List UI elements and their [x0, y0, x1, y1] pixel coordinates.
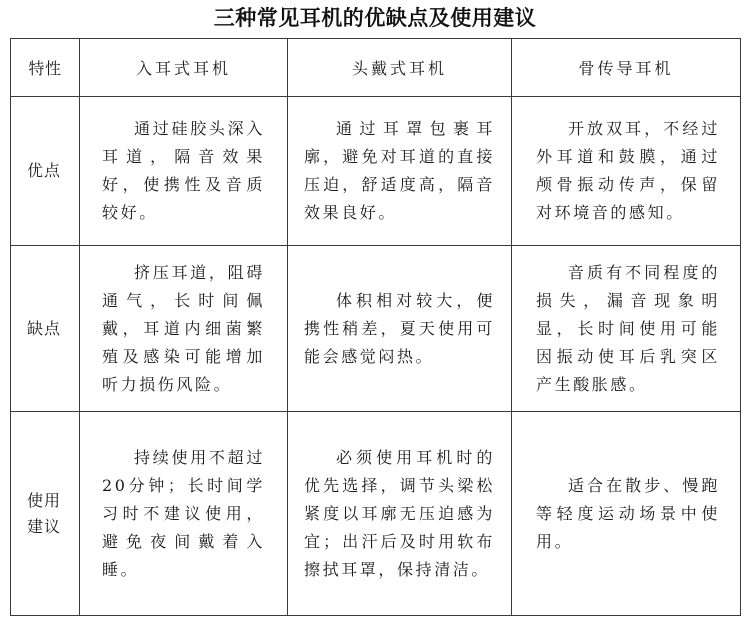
- cell-bone-conduction-pros: [512, 97, 741, 246]
- page-title: 三种常见耳机的优缺点及使用建议: [213, 6, 537, 30]
- table-row-cons: [11, 246, 741, 412]
- row-label: 缺点: [27, 318, 62, 338]
- row-label: 优点: [27, 161, 62, 180]
- row-label-cell: [11, 412, 80, 616]
- cell-text: 开放双耳，不经过外耳道和鼓膜，通过颅骨振动传声，保留对环境音的感知。: [536, 119, 720, 222]
- cell-bone-conduction-cons: [512, 246, 741, 412]
- cell-text: 音质有不同程度的损失，漏音现象明显，长时间使用可能因振动使耳后乳突区产生酸胀感。: [536, 262, 720, 394]
- cell-text: 适合在散步、慢跑等轻度运动场景中使用。: [536, 475, 720, 551]
- header-feature: 特性: [11, 39, 80, 97]
- cell-in-ear-cons: [80, 246, 288, 412]
- cell-text: 体积相对较大，便携性稍差，夏天使用可能会感觉闷热。: [304, 290, 495, 366]
- table-header-row: [11, 39, 741, 97]
- row-label: 使用建议: [27, 490, 62, 536]
- cell-in-ear-usage: [80, 412, 288, 616]
- header-over-ear: 头戴式耳机: [288, 39, 512, 97]
- cell-in-ear-pros: [80, 97, 288, 246]
- cell-over-ear-pros: [288, 97, 512, 246]
- header-bone-conduction: 骨传导耳机: [512, 39, 741, 97]
- cell-over-ear-usage: [288, 412, 512, 616]
- cell-bone-conduction-usage: [512, 412, 741, 616]
- cell-text: 通过硅胶头深入耳道，隔音效果好，使携性及音质较好。: [102, 119, 265, 222]
- row-label-cell: [11, 97, 80, 246]
- cell-over-ear-cons: [288, 246, 512, 412]
- comparison-table: [10, 38, 741, 616]
- cell-text: 通过耳罩包裹耳廓，避免对耳道的直接压迫，舒适度高，隔音效果良好。: [304, 119, 495, 222]
- row-label-cell: [11, 246, 80, 412]
- cell-text: 挤压耳道，阻碍通气，长时间佩戴，耳道内细菌繁殖及感染可能增加听力损伤风险。: [102, 262, 265, 394]
- table-row-pros: [11, 97, 741, 246]
- cell-text: 必须使用耳机时的优先选择，调节头梁松紧度以耳廓无压迫感为宜；出汗后及时用软布擦拭耳罩，保持清洁。: [304, 447, 495, 579]
- cell-text: 持续使用不超过20分钟；长时间学习时不建议使用，避免夜间戴着入睡。: [102, 447, 265, 579]
- table-row-usage: [11, 412, 741, 616]
- header-in-ear: 入耳式耳机: [80, 39, 288, 97]
